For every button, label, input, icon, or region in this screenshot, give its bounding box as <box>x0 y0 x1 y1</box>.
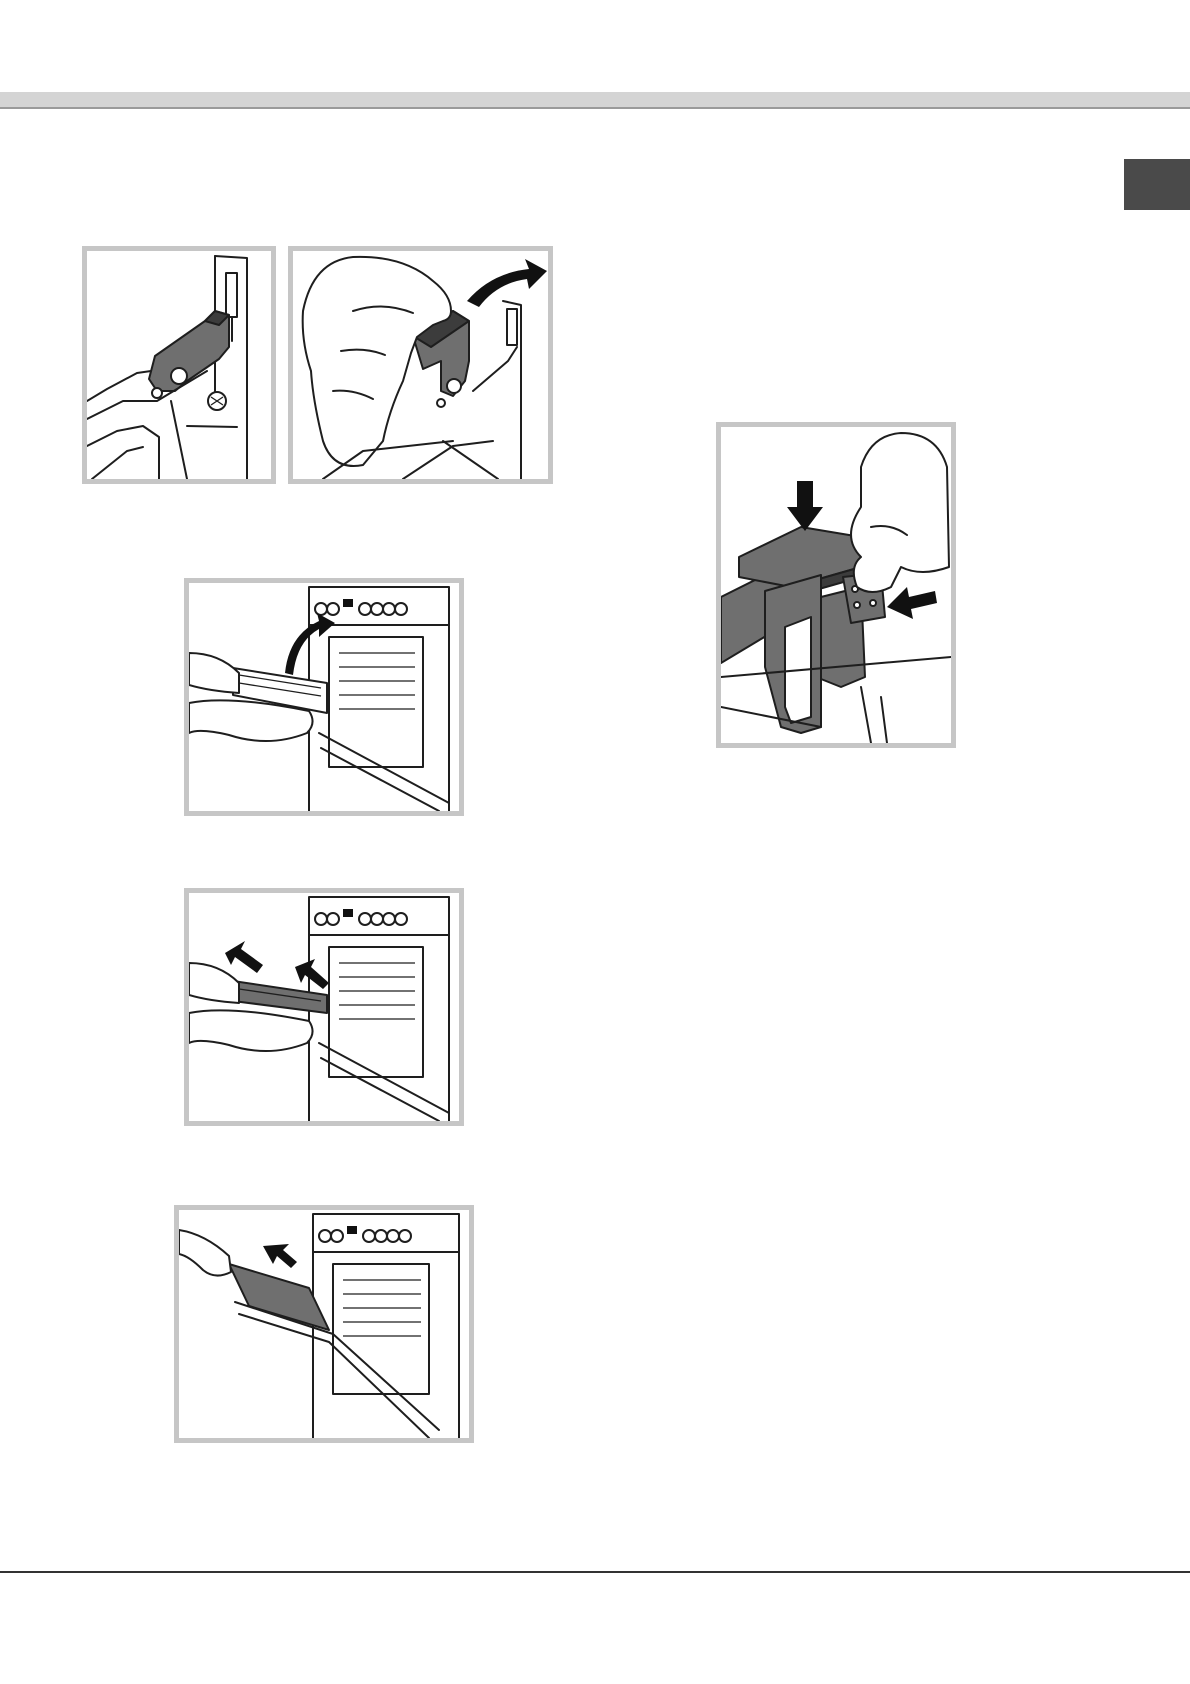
figure-hinge-lever-rotated <box>288 246 553 484</box>
figure-door-pull-glass <box>184 888 464 1126</box>
footer-rule <box>0 1571 1190 1573</box>
language-tab <box>1124 159 1190 210</box>
header-rule-underline <box>0 107 1190 109</box>
figure-hinge-lever-closed <box>82 246 276 484</box>
figure-door-remove-panel <box>174 1205 474 1443</box>
hinge-lever-icon <box>87 251 271 479</box>
double-press-arrow-icon <box>721 427 951 743</box>
single-arrow-icon <box>179 1210 469 1438</box>
figure-door-lift-glass <box>184 578 464 816</box>
figure-clip-press <box>716 422 956 748</box>
hand-rotate-arrow-icon <box>293 251 548 479</box>
double-arrow-icon <box>189 893 459 1121</box>
curved-up-arrow-icon <box>189 583 459 811</box>
